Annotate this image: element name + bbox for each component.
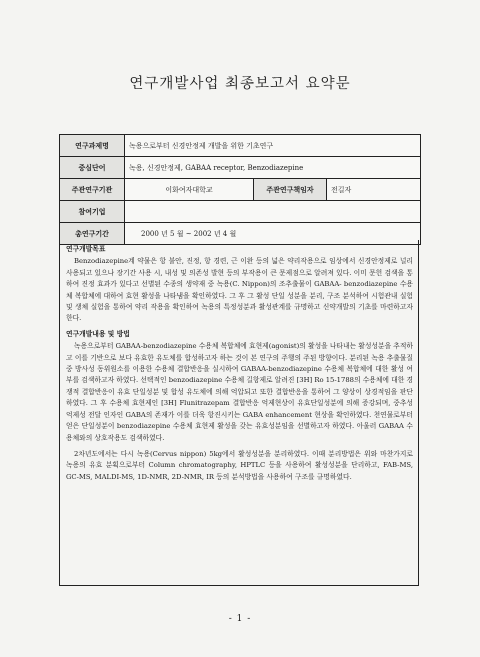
method-paragraph: 녹용으로부터 GABAA-benzodiazepine 수용체 복합체에 효현제(agonist)의 활성을 나타내는 활성성분을 추적하고 이를 기반으로 보다 유효한 유도체를 합성하고자 하는 것이 본 연구의 주행의 주된 방향이다. 분리된 녹용 추출물질 중 방사성 동위원소를 이용한 수용체 결합반응을 실시하여 GABAA-benzodiazepine 수용체 복합체에 대한 활성 여부를 검색하고자 하였다. 선택적인 benzodiazepine 수용체 길항제로 알려진 [3H] Ro 15-1788의 수용체에 대한 경쟁적 결합반응이 유효 단일성분 및 합성 유도체에 의해 억압되고 또한 결합반응을 통하여 그 양상이 상경적임을 판단하였다. 그 후 수용체 효현제인 [3H] Flunitrazepam 결합반응 억제현상이 유효단일성분에 의해 증강되며, 중추성 억제성 전달 인자인 GABA의 존재가 이를 더욱 항진시키는 GABA enhancement 현상을 확인하였다. 천연물로부터 얻은 단일성분이 benzodiazepine 수용체 효현제 활성을 갖는 유효성분임을 선별하고자 하였다. 아울러 GABAA 수용체와의 상호작용도 검색하였다.: [66, 342, 413, 442]
goal-heading: 연구개발목표: [66, 245, 106, 253]
project-name-row: [60, 135, 421, 157]
participating-row: [60, 201, 421, 223]
year2-paragraph: 2차년도에서는 다시 녹용(Cervus nippon) 5kg에서 활성성분을 분리하였다. 이때 분리방법은 위와 마찬가지로 녹용의 유효 분획으로부터 Column chromatography, HPTLC 등을 사용하여 활성성분을 단리하고, FAB-MS, GC-MS, MALDI-MS, 1D-NMR, 2D-NMR, IR 등의 분석방법을 사용하여 구조를 규명하였다.: [66, 449, 413, 481]
lead-org-value: 이화여자대학교: [125, 179, 254, 201]
period-label: 총연구기간: [60, 223, 125, 245]
project-name-label: 연구과제명: [60, 135, 125, 157]
keywords-label: 중심단어: [60, 157, 125, 179]
period-value: 2000 년 5 월 ~ 2002 년 4 월: [125, 223, 421, 245]
lead-org-row: [60, 179, 421, 201]
project-name-value: 녹용으로부터 신경안정제 개발을 위한 기초연구: [125, 135, 421, 157]
keywords-row: [60, 157, 421, 179]
participating-value: [125, 201, 421, 223]
pi-value: 전길자: [327, 179, 421, 201]
goal-paragraph: Benzodiazepine계 약물은 항 불안, 진정, 항 경련, 근 이완 등의 넓은 약리작용으로 임상에서 신경안정제로 널리 사용되고 있으나 장기간 사용 시, 내성 및 의존성 발현 등의 부작용이 큰 문제점으로 알려져 있다. 이미 문헌 검색을 통하여 진정 효과가 있다고 선별된 수종의 생약재 중 녹용(C. Nippon)의 조추출물이 GABAA- benzodiazepine 수용체 복합체에 대하여 효현 활성을 나타냄을 확인하였다. 그 후 그 활성 단일 성분을 분리, 구조 분석하여 시험관내 실험 및 생체 실험을 통하여 약리 작용을 확인하여 녹용의 특정성분과 활성관계를 규명하고 신약개발의 기초를 마련하고자 한다.: [66, 257, 413, 323]
project-info-table: [59, 134, 421, 245]
page-number: - 1 -: [228, 614, 252, 624]
keywords-value: 녹용, 신경안정제, GABAA receptor, Benzodiazepine: [125, 157, 421, 179]
pi-label: 주관연구책임자: [254, 179, 327, 201]
document-title: 연구개발사업 최종보고서 요약문: [129, 76, 351, 92]
summary-content: [59, 240, 419, 586]
lead-org-label: 주관연구기관: [60, 179, 125, 201]
participating-label: 참여기업: [60, 201, 125, 223]
method-heading: 연구개발내용 및 방법: [66, 329, 130, 338]
